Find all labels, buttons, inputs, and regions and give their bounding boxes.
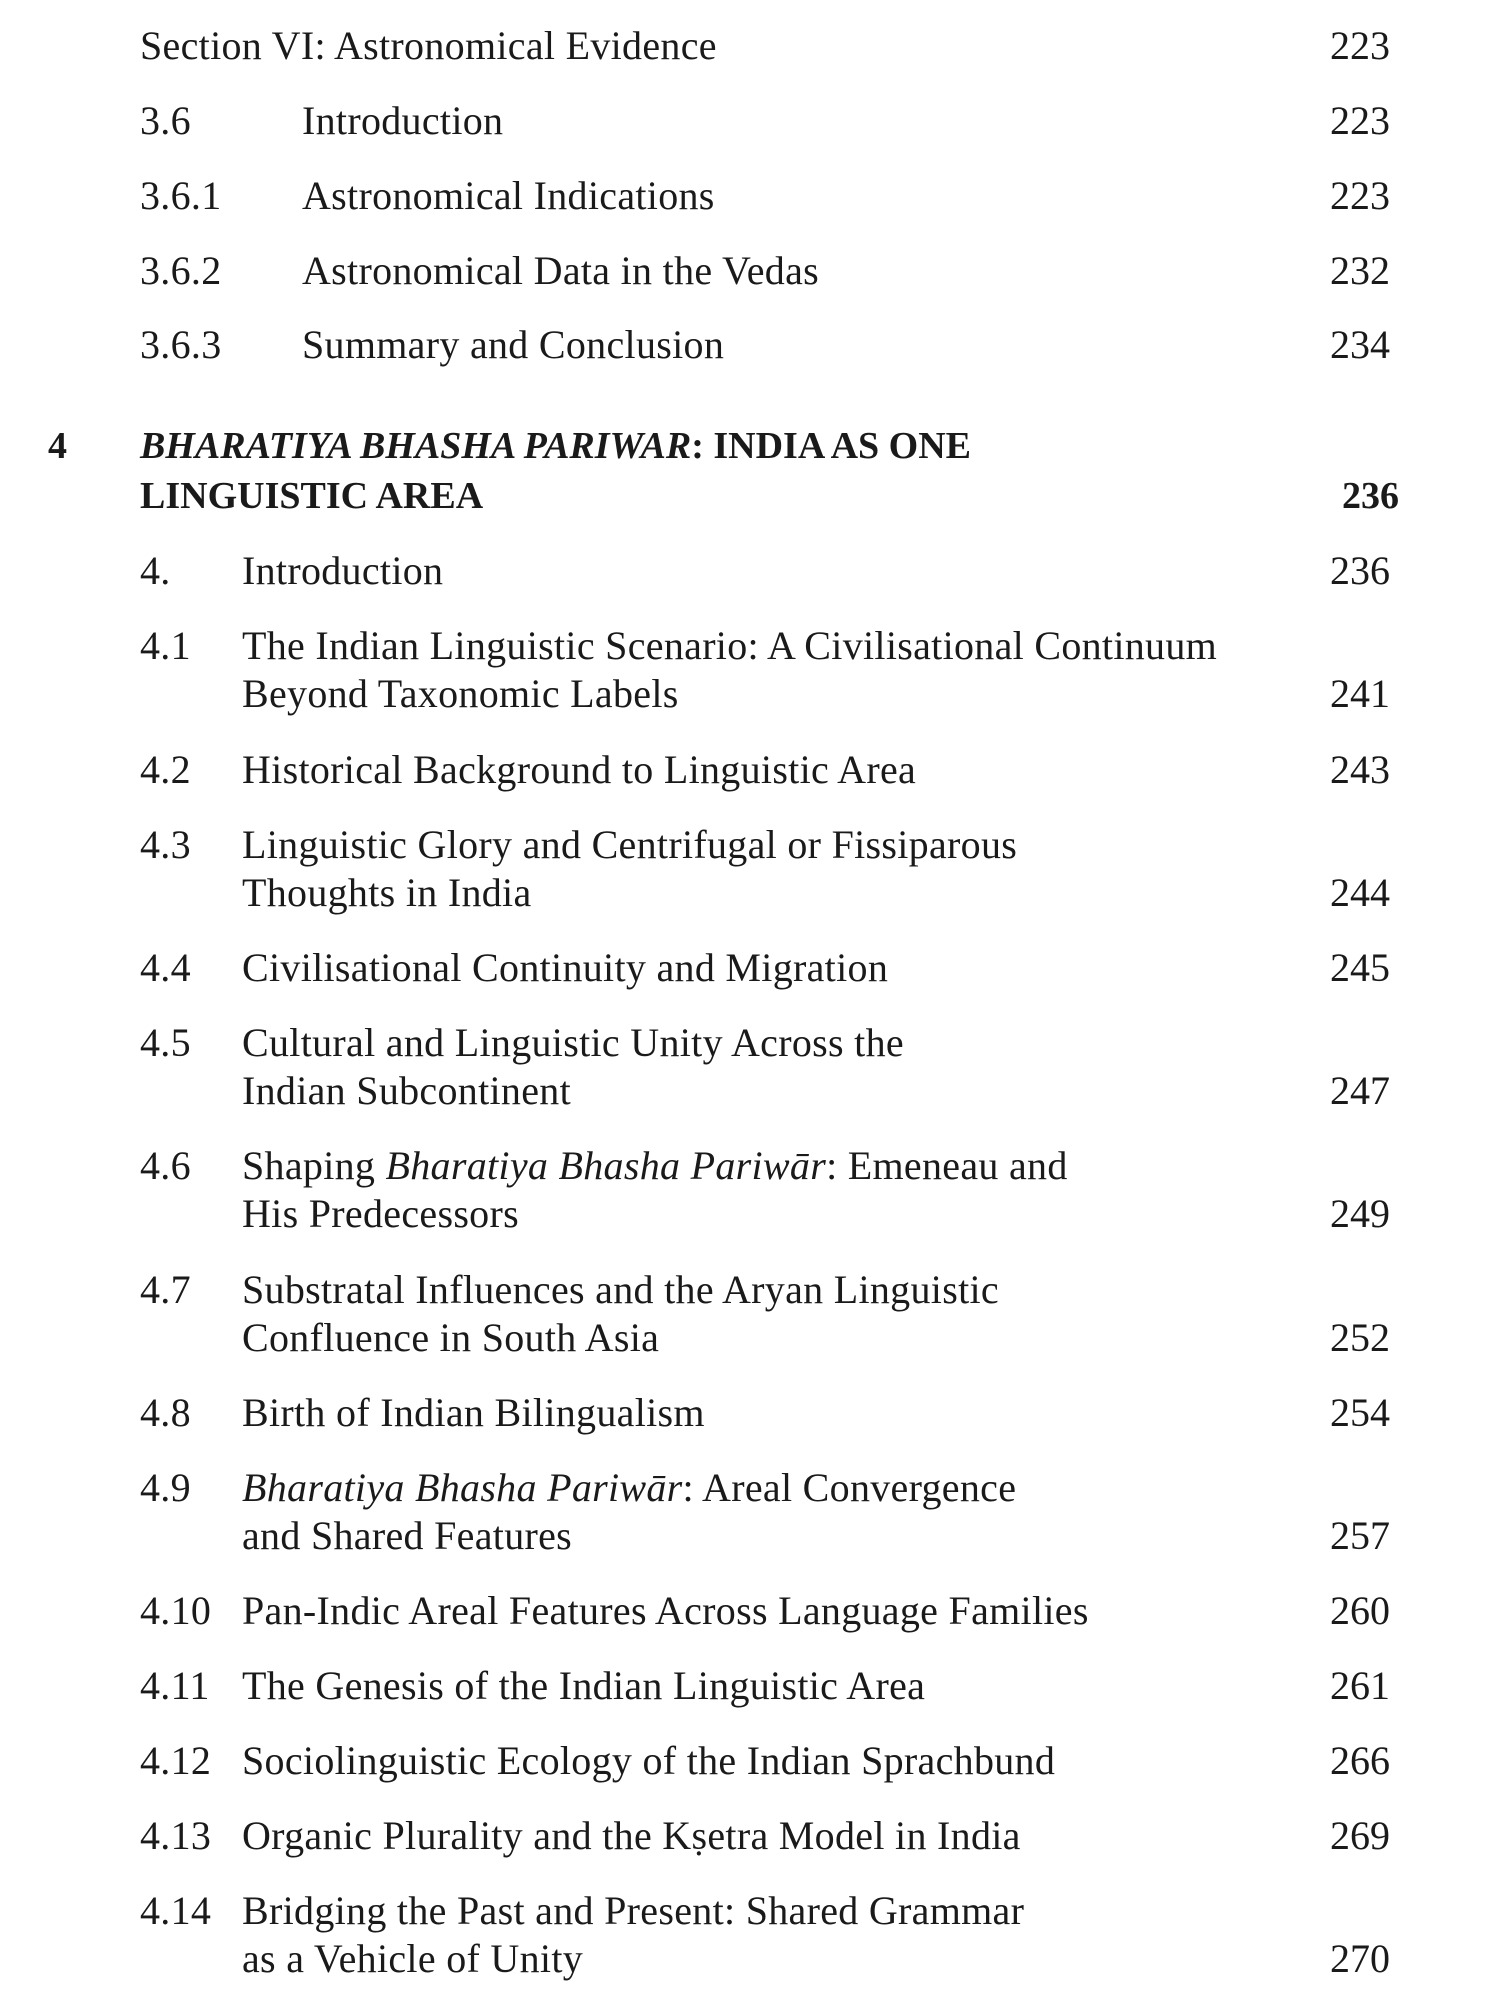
entry-title: Civilisational Continuity and Migration xyxy=(242,945,889,990)
entry-title-italic: Bharatiya Bhasha Pariwār xyxy=(242,1465,683,1510)
entry-number: 4.7 xyxy=(140,1267,191,1312)
entry-title xyxy=(242,1142,1068,1190)
chapter-title-italic: BHARATIYA BHASHA PARIWAR xyxy=(140,425,692,467)
entry-number: 3.6.2 xyxy=(140,248,222,293)
entry-number: 4.4 xyxy=(140,945,191,990)
entry-page: 257 xyxy=(1330,1513,1390,1558)
entry-title: Birth of Indian Bilingualism xyxy=(242,1390,705,1435)
entry-title: Historical Background to Linguistic Area xyxy=(242,747,917,792)
chapter-page: 236 xyxy=(1342,475,1399,517)
entry-page: 270 xyxy=(1330,1936,1390,1981)
entry-title-line2: Confluence in South Asia xyxy=(242,1315,660,1360)
entry-title xyxy=(242,1464,1016,1512)
entry-title: Summary and Conclusion xyxy=(302,322,725,367)
entry-page: 232 xyxy=(1330,248,1390,293)
chapter-number: 4 xyxy=(48,425,67,467)
entry-title-prefix: Shaping xyxy=(242,1143,386,1188)
entry-page: 266 xyxy=(1330,1738,1390,1783)
entry-title: The Indian Linguistic Scenario: A Civilisational Continuum xyxy=(242,623,1218,668)
entry-page: 241 xyxy=(1330,671,1390,716)
entry-number: 4.2 xyxy=(140,747,191,792)
entry-number: 4.8 xyxy=(140,1390,191,1435)
entry-page: 236 xyxy=(1330,548,1390,593)
entry-number: 4.14 xyxy=(140,1888,212,1933)
entry-number: 4.10 xyxy=(140,1588,212,1633)
entry-number: 3.6 xyxy=(140,98,191,143)
entry-title-line2: Indian Subcontinent xyxy=(242,1068,571,1113)
entry-page: 247 xyxy=(1330,1068,1390,1113)
entry-title-line2: His Predecessors xyxy=(242,1191,519,1236)
entry-page: 260 xyxy=(1330,1588,1390,1633)
entry-page: 269 xyxy=(1330,1813,1390,1858)
entry-number: 3.6.1 xyxy=(140,173,222,218)
entry-number: 3.6.3 xyxy=(140,322,222,367)
entry-page: 261 xyxy=(1330,1663,1390,1708)
chapter-title-rest: : INDIA AS ONE xyxy=(691,425,972,467)
entry-number: 4.12 xyxy=(140,1738,212,1783)
entry-title-line2: and Shared Features xyxy=(242,1513,573,1558)
entry-page: 234 xyxy=(1330,322,1390,367)
entry-title-suffix: : Areal Convergence xyxy=(682,1465,1017,1510)
section-heading: Section VI: Astronomical Evidence xyxy=(140,23,717,68)
entry-page: 244 xyxy=(1330,870,1390,915)
entry-title-line2: as a Vehicle of Unity xyxy=(242,1936,584,1981)
entry-number: 4.6 xyxy=(140,1143,191,1188)
entry-number: 4. xyxy=(140,548,171,593)
entry-number: 4.13 xyxy=(140,1813,212,1858)
entry-page: 249 xyxy=(1330,1191,1390,1236)
entry-title: Astronomical Indications xyxy=(302,173,715,218)
entry-title: Sociolinguistic Ecology of the Indian Sprachbund xyxy=(242,1738,1056,1783)
chapter-title-line2: LINGUISTIC AREA xyxy=(140,475,484,517)
entry-number: 4.9 xyxy=(140,1465,191,1510)
entry-title: Bridging the Past and Present: Shared Grammar xyxy=(242,1888,1025,1933)
entry-page: 252 xyxy=(1330,1315,1390,1360)
entry-title: The Genesis of the Indian Linguistic Area xyxy=(242,1663,926,1708)
entry-number: 4.5 xyxy=(140,1020,191,1065)
entry-title: Organic Plurality and the Kṣetra Model in India xyxy=(242,1813,1021,1858)
entry-number: 4.3 xyxy=(140,822,191,867)
entry-page: 223 xyxy=(1330,173,1390,218)
entry-title-suffix: : Emeneau and xyxy=(826,1143,1068,1188)
entry-title-italic: Bharatiya Bhasha Pariwār xyxy=(385,1143,827,1188)
entry-number: 4.11 xyxy=(140,1663,210,1708)
entry-title: Pan-Indic Areal Features Across Language Families xyxy=(242,1588,1089,1633)
section-heading-page: 223 xyxy=(1330,23,1390,68)
entry-title-line2: Thoughts in India xyxy=(242,870,532,915)
entry-title: Astronomical Data in the Vedas xyxy=(302,248,820,293)
entry-title: Cultural and Linguistic Unity Across the xyxy=(242,1020,904,1065)
entry-page: 223 xyxy=(1330,98,1390,143)
entry-title: Linguistic Glory and Centrifugal or Fissiparous xyxy=(242,822,1018,867)
entry-title: Introduction xyxy=(242,548,444,593)
entry-page: 254 xyxy=(1330,1390,1390,1435)
entry-number: 4.1 xyxy=(140,623,191,668)
entry-page: 243 xyxy=(1330,747,1390,792)
entry-title: Introduction xyxy=(302,98,504,143)
chapter-title xyxy=(140,422,971,470)
entry-page: 245 xyxy=(1330,945,1390,990)
entry-title: Substratal Influences and the Aryan Linguistic xyxy=(242,1267,999,1312)
entry-title-line2: Beyond Taxonomic Labels xyxy=(242,671,679,716)
